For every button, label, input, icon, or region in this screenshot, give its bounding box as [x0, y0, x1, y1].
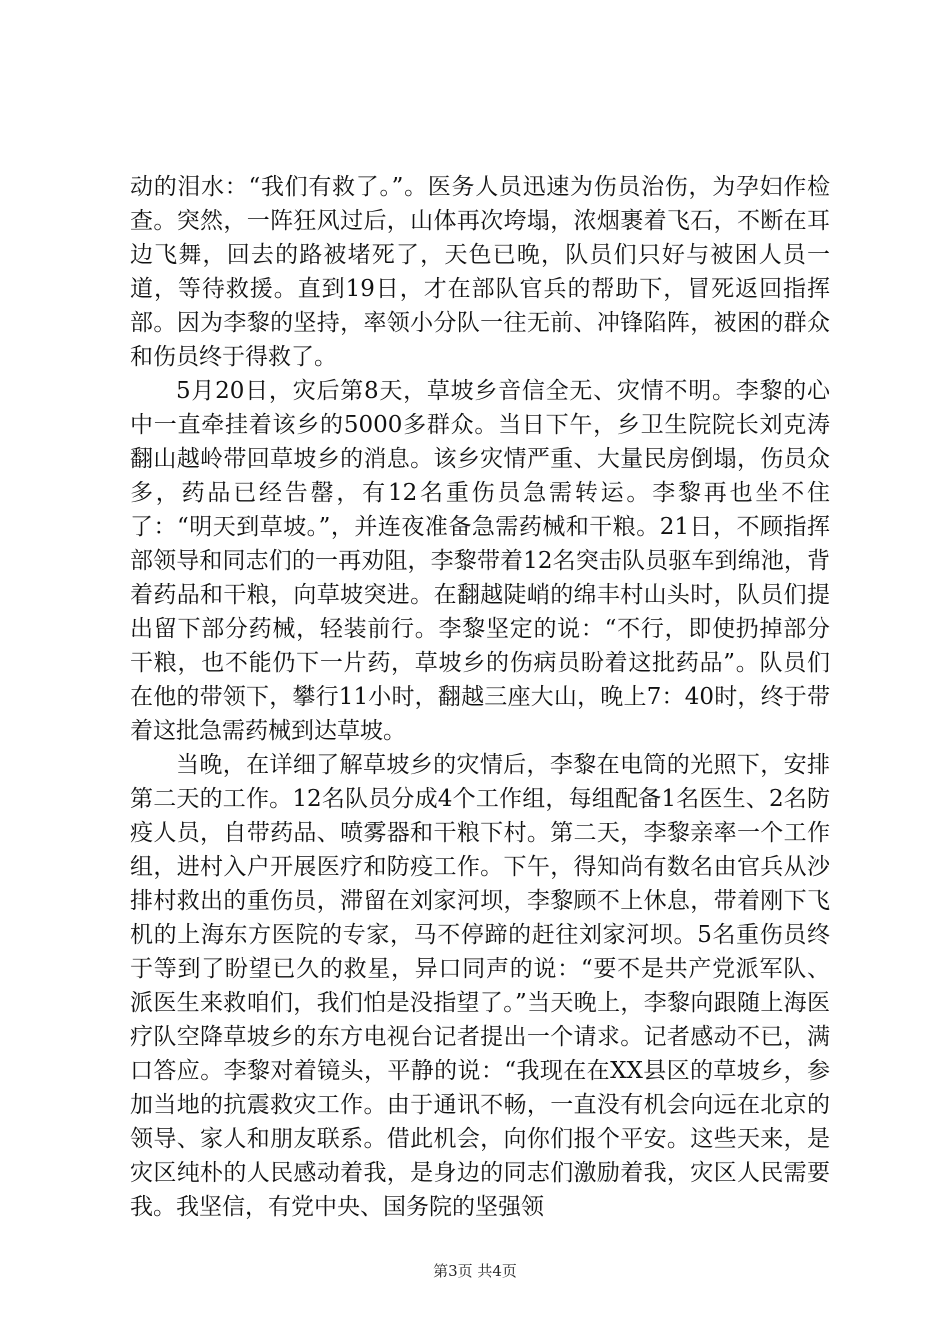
- paragraph-1: 动的泪水：“我们有救了。”。医务人员迅速为伤员治伤，为孕妇作检查。突然，一阵狂风过后，山体再次垮塌，浓烟裹着飞石，不断在耳边飞舞，回去的路被堵死了，天色已晚，队员们只好与被困人员一道，等待救援。直到19日，才在部队官兵的帮助下，冒死返回指挥部。因为李黎的坚持，率领小分队一往无前、冲锋陷阵，被困的群众和伤员终于得救了。: [130, 174, 830, 370]
- document-body: [130, 170, 830, 1224]
- paragraph-2: 5月20日，灾后第8天，草坡乡音信全无、灾情不明。李黎的心中一直牵挂着该乡的5000多群众。当日下午，乡卫生院院长刘克涛翻山越岭带回草坡乡的消息。该乡灾情严重、大量民房倒塌，伤员众多，药品已经告罄，有12名重伤员急需转运。李黎再也坐不住了：“明天到草坡。”，并连夜准备急需药械和干粮。21日，不顾指挥部领导和同志们的一再劝阻，李黎带着12名突击队员驱车到绵池，背着药品和干粮，向草坡突进。在翻越陡峭的绵丰村山头时，队员们提出留下部分药械，轻装前行。李黎坚定的说：“不行，即使扔掉部分干粮，也不能仍下一片药，草坡乡的伤病员盼着这批药品”。队员们在他的带领下，攀行11小时，翻越三座大山，晚上7：40时，终于带着这批急需药械到达草坡。: [130, 378, 830, 744]
- paragraph-3: 当晚，在详细了解草坡乡的灾情后，李黎在电筒的光照下，安排第二天的工作。12名队员分成4个工作组，每组配备1名医生、2名防疫人员，自带药品、喷雾器和干粮下村。第二天，李黎亲率一个工作组，进村入户开展医疗和防疫工作。下午，得知尚有数名由官兵从沙排村救出的重伤员，滞留在刘家河坝，李黎顾不上休息，带着刚下飞机的上海东方医院的专家，马不停蹄的赶往刘家河坝。5名重伤员终于等到了盼望已久的救星，异口同声的说：“要不是共产党派军队、派医生来救咱们，我们怕是没指望了。”当天晚上，李黎向跟随上海医疗队空降草坡乡的东方电视台记者提出一个请求。记者感动不已，满口答应。李黎对着镜头，平静的说：“我现在在XX县区的草坡乡，参加当地的抗震救灾工作。由于通讯不畅，一直没有机会向远在北京的领导、家人和朋友联系。借此机会，向你们报个平安。这些天来，是灾区纯朴的人民感动着我，是身边的同志们激励着我，灾区人民需要我。我坚信，有党中央、国务院的坚强领: [130, 752, 830, 1220]
- page-footer: 第3页 共4页: [433, 1262, 517, 1280]
